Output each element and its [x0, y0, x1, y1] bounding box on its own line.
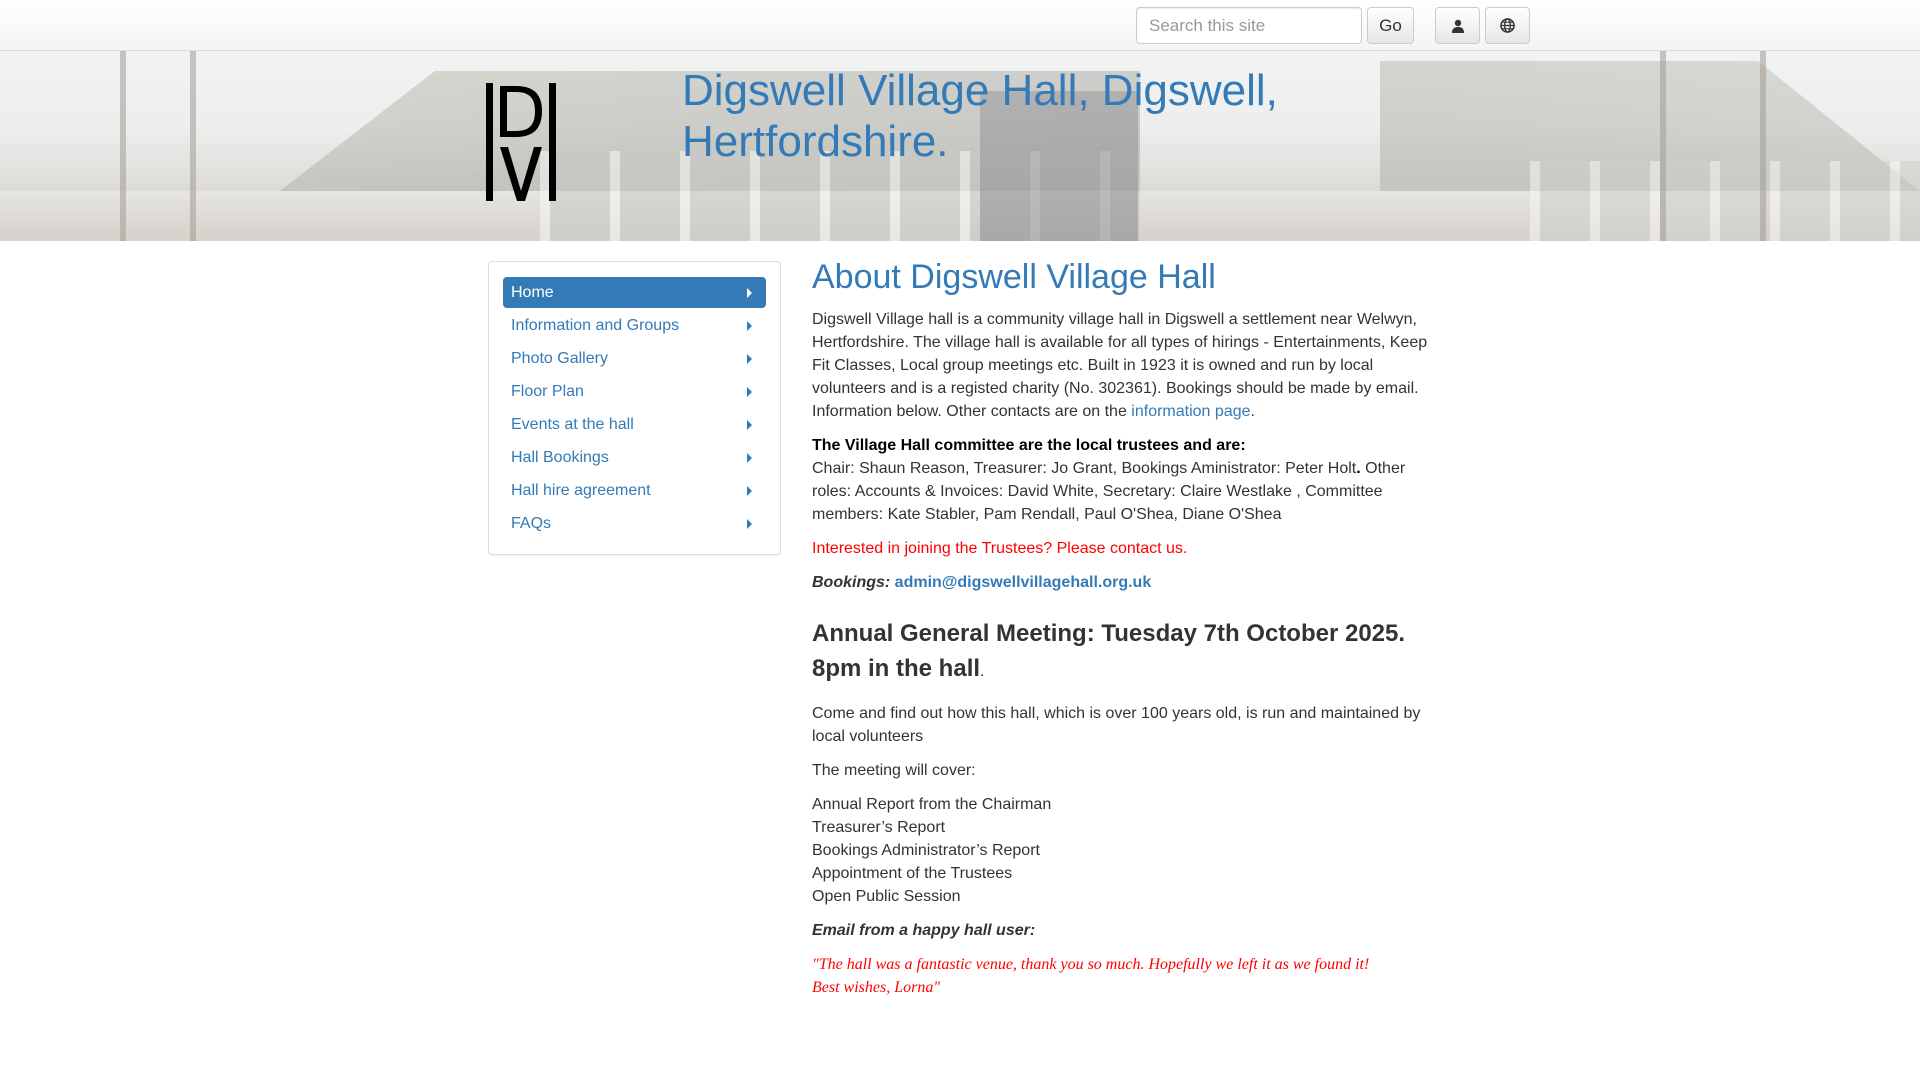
trustees-paragraph	[812, 434, 1432, 526]
agm-text: Come and find out how this hall, which is over 100 years old, is run and maintained by local volunteers	[812, 705, 1421, 745]
sidebar-item-home[interactable]	[503, 277, 766, 308]
language-button[interactable]	[1485, 7, 1530, 44]
agenda-list	[812, 793, 1432, 908]
sidebar-item-label: FAQs	[511, 514, 552, 532]
trustees-heading: The Village Hall committee are the local trustees and are:	[812, 437, 1246, 454]
email-heading-text: Email from a happy hall user:	[812, 922, 1036, 939]
main-content	[812, 256, 1432, 1010]
sidebar-item-photo-gallery[interactable]	[503, 343, 766, 374]
caret-right-icon	[747, 420, 752, 430]
information-page-link[interactable]: information page	[1131, 403, 1251, 420]
intro-text: Digswell Village hall is a community village hall in Digswell a settlement near Welwyn, Hertfordshire. The village hall is available for all types of hirings - Entertainments, Keep Fit Classes, Local group meetings etc. Built in 1923 it is owned and run by local volunteers and is a registed charity (No. 302361). Bookings should be made by email. Information below. Other contacts are on the	[812, 311, 1428, 420]
go-button[interactable]: Go	[1367, 7, 1414, 44]
meeting-cover-text: The meeting will cover:	[812, 762, 976, 779]
trustees-other: Other roles: Accounts & Invoices: David White, Secretary: Claire Westlake , Committee members: Kate Stabler, Pam Rendall, Paul O'Shea, Diane O'Shea	[812, 460, 1406, 523]
sidebar-item-information-and-groups[interactable]	[503, 310, 766, 341]
sidebar-item-label: Hall Bookings	[511, 448, 609, 466]
caret-right-icon	[747, 288, 752, 298]
intro-paragraph	[812, 308, 1432, 423]
agenda-item: Open Public Session	[812, 888, 961, 905]
page-title: About Digswell Village Hall	[812, 258, 1216, 296]
trustees-chair: Chair: Shaun Reason, Treasurer: Jo Grant, Bookings Aministrator: Peter Holt	[812, 460, 1357, 477]
caret-right-icon	[747, 321, 752, 331]
caret-right-icon	[747, 387, 752, 397]
sidebar-item-floor-plan[interactable]	[503, 376, 766, 407]
sidebar-item-label: Floor Plan	[511, 382, 584, 400]
agm-heading-text: Annual General Meeting: Tuesday 7th October 2025. 8pm in the hall	[812, 620, 1406, 682]
quote-line: "The hall was a fantastic venue, thank you so much. Hopefully we left it as we found it!	[812, 956, 1370, 973]
sidebar-item-events-at-the-hall[interactable]	[503, 409, 766, 440]
trustees-dot: .	[1356, 460, 1361, 477]
sidebar-item-hall-bookings[interactable]	[503, 442, 766, 473]
sidebar-item-hall-hire-agreement[interactable]	[503, 475, 766, 506]
sidebar-item-label: Events at the hall	[511, 415, 634, 433]
sidebar-item-label: Hall hire agreement	[511, 481, 651, 499]
intro-end: .	[1250, 403, 1255, 420]
agenda-item: Treasurer’s Report	[812, 819, 946, 836]
caret-right-icon	[747, 519, 752, 529]
bookings-line	[812, 571, 1432, 594]
agm-heading	[812, 616, 1432, 689]
nav-list	[503, 277, 766, 541]
join-trustees-text: Interested in joining the Trustees? Please contact us.	[812, 540, 1188, 557]
user-icon	[1451, 19, 1465, 33]
quote-line: Best wishes, Lorna"	[812, 979, 941, 996]
search-input[interactable]	[1136, 7, 1362, 44]
caret-right-icon	[747, 354, 752, 364]
caret-right-icon	[747, 453, 752, 463]
top-bar	[0, 0, 1920, 51]
caret-right-icon	[747, 486, 752, 496]
bookings-label: Bookings:	[812, 574, 891, 591]
sidebar-item-label: Home	[511, 283, 554, 301]
sidebar-item-faqs[interactable]	[503, 508, 766, 539]
testimonial-quote	[812, 953, 1432, 999]
email-heading	[812, 919, 1432, 942]
site-logo	[486, 83, 556, 201]
sidebar-item-label: Information and Groups	[511, 316, 680, 334]
globe-icon	[1500, 18, 1515, 33]
site-title[interactable]: Digswell Village Hall, Digswell, Hertfordshire.	[682, 66, 1278, 166]
sidebar-item-label: Photo Gallery	[511, 349, 608, 367]
agenda-item: Appointment of the Trustees	[812, 865, 1013, 882]
agenda-item: Bookings Administrator’s Report	[812, 842, 1040, 859]
bookings-email-link[interactable]: admin@digswellvillagehall.org.uk	[894, 574, 1152, 591]
agenda-item: Annual Report from the Chairman	[812, 796, 1052, 813]
agm-heading-dot: .	[980, 663, 985, 680]
sidebar-nav	[488, 261, 781, 555]
user-button[interactable]	[1435, 7, 1480, 44]
